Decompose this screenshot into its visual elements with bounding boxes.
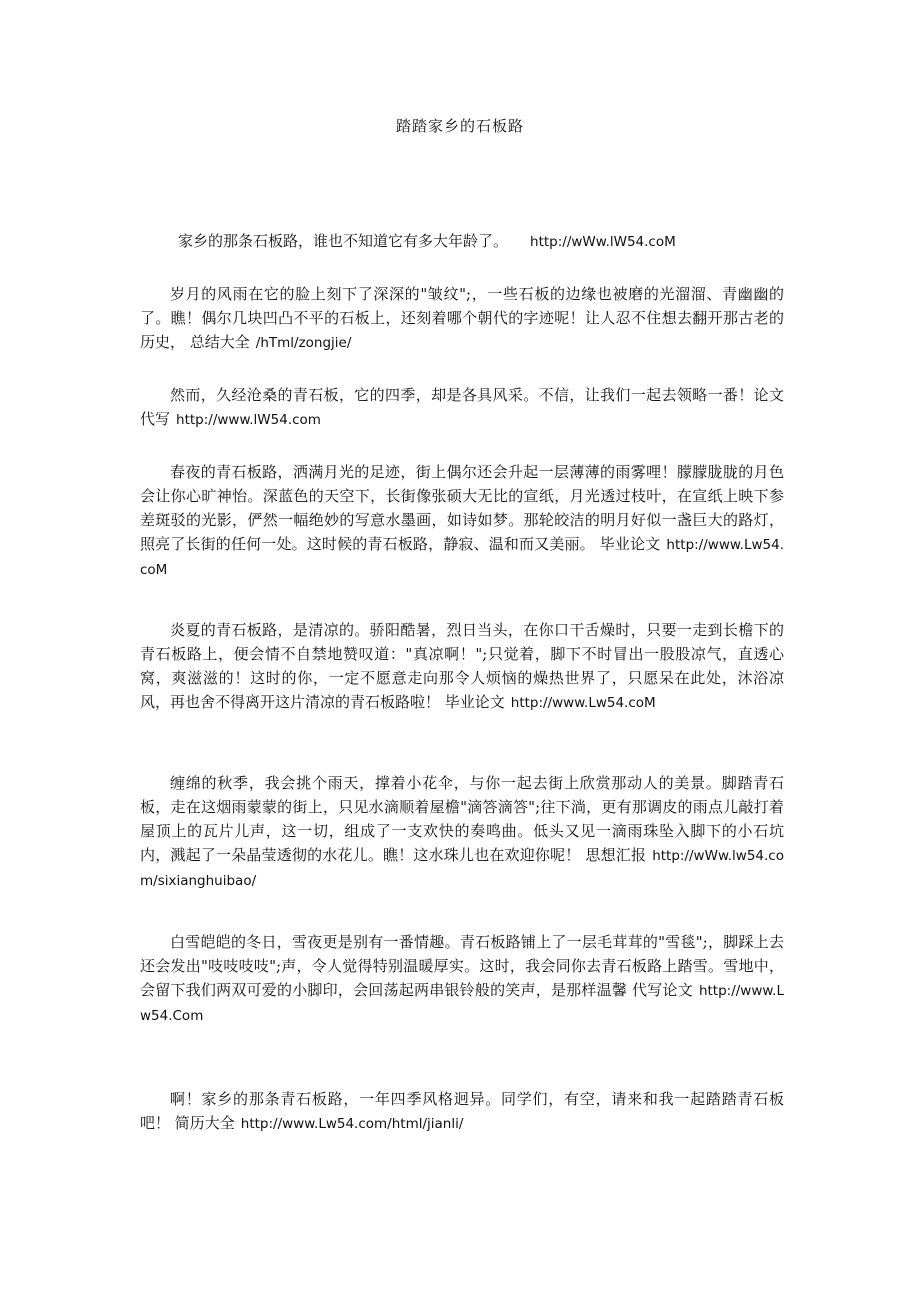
paragraph (140, 383, 784, 432)
paragraph (140, 1087, 784, 1136)
paragraph-text: 然而，久经沧桑的青石板，它的四季，却是各具风采。不信，让我们一起去领略一番！论文代写 (140, 386, 784, 428)
paragraph-link[interactable]: http://wWw.lW54.coM (530, 234, 676, 250)
paragraph (140, 771, 784, 893)
paragraph-text: 炎夏的青石板路，是清凉的。骄阳酷暑，烈日当头，在你口干舌燥时，只要一走到长檐下的青石板路上，便会情不自禁地赞叹道："真凉啊！";只觉着，脚下不时冒出一股股凉气，直透心窝，爽滋滋的！这时的你，一定不愿意走向那令人烦恼的燥热世界了，只愿呆在此处，沐浴凉风，再也舍不得离开这片清凉的青石板路啦！ 毕业论文 (140, 621, 784, 711)
paragraph-text: 家乡的那条石板路，谁也不知道它有多大年龄了。 (178, 232, 509, 250)
paragraph-link[interactable]: http://www.Lw54.coM (140, 537, 784, 578)
paragraph (140, 282, 784, 355)
paragraph-text: 白雪皑皑的冬日，雪夜更是别有一番情趣。青石板路铺上了一层毛茸茸的"雪毯";，脚踩上去还会发出"吱吱吱吱";声，令人觉得特别温暖厚实。这时，我会同你去青石板路上踏雪。雪地中，会留下我们两双可爱的小脚印，会回荡起两串银铃般的笑声，是那样温馨 代写论文 (140, 933, 784, 999)
document-title: 踏踏家乡的石板路 (395, 117, 524, 135)
paragraph-link[interactable]: http://wWw.lw54.com/sixianghuibao/ (140, 848, 784, 889)
paragraph-link[interactable]: http://www.Lw54.coM (510, 695, 656, 711)
paragraph (140, 229, 784, 254)
paragraph-text: 啊！家乡的那条青石板路，一年四季风格迥异。同学们，有空，请来和我一起踏踏青石板吧！ 简历大全 (140, 1090, 784, 1132)
paragraph-link[interactable]: http://www.Lw54.Com (140, 983, 784, 1024)
paragraph-text: 缠绵的秋季，我会挑个雨天，撑着小花伞，与你一起去街上欣赏那动人的美景。脚踏青石板，走在这烟雨蒙蒙的街上，只见水滴顺着屋檐"滴答滴答";往下淌，更有那调皮的雨点儿敲打着屋顶上的瓦片儿声，这一切，组成了一支欢快的奏鸣曲。低头又见一滴雨珠坠入脚下的小石坑内，溅起了一朵晶莹透彻的水花儿。瞧！这水珠儿也在欢迎你呢！ 思想汇报 (140, 774, 784, 864)
paragraph-link[interactable]: http://www.lW54.com (176, 412, 321, 428)
paragraph (140, 618, 784, 715)
paragraph-link[interactable]: /hTml/zongjie/ (255, 335, 352, 351)
paragraph-link[interactable]: http://www.Lw54.com/html/jianli/ (240, 1116, 464, 1132)
paragraph (140, 930, 784, 1028)
paragraph-text: 岁月的风雨在它的脸上刻下了深深的"皱纹";，一些石板的边缘也被磨的光溜溜、青幽幽的了。瞧！偶尔几块凹凸不平的石板上，还刻着哪个朝代的字迹呢！让人忍不住想去翻开那古老的历史， 总结大全 (140, 285, 784, 351)
paragraph (140, 460, 784, 582)
paragraph-text: 春夜的青石板路，洒满月光的足迹，街上偶尔还会升起一层薄薄的雨雾哩！朦朦胧胧的月色会让你心旷神怡。深蓝色的天空下，长街像张硕大无比的宣纸，月光透过枝叶，在宣纸上映下参差斑驳的光影，俨然一幅绝妙的写意水墨画，如诗如梦。那轮皎洁的明月好似一盏巨大的路灯，照亮了长街的任何一处。这时候的青石板路，静寂、温和而又美丽。 毕业论文 (140, 463, 784, 553)
